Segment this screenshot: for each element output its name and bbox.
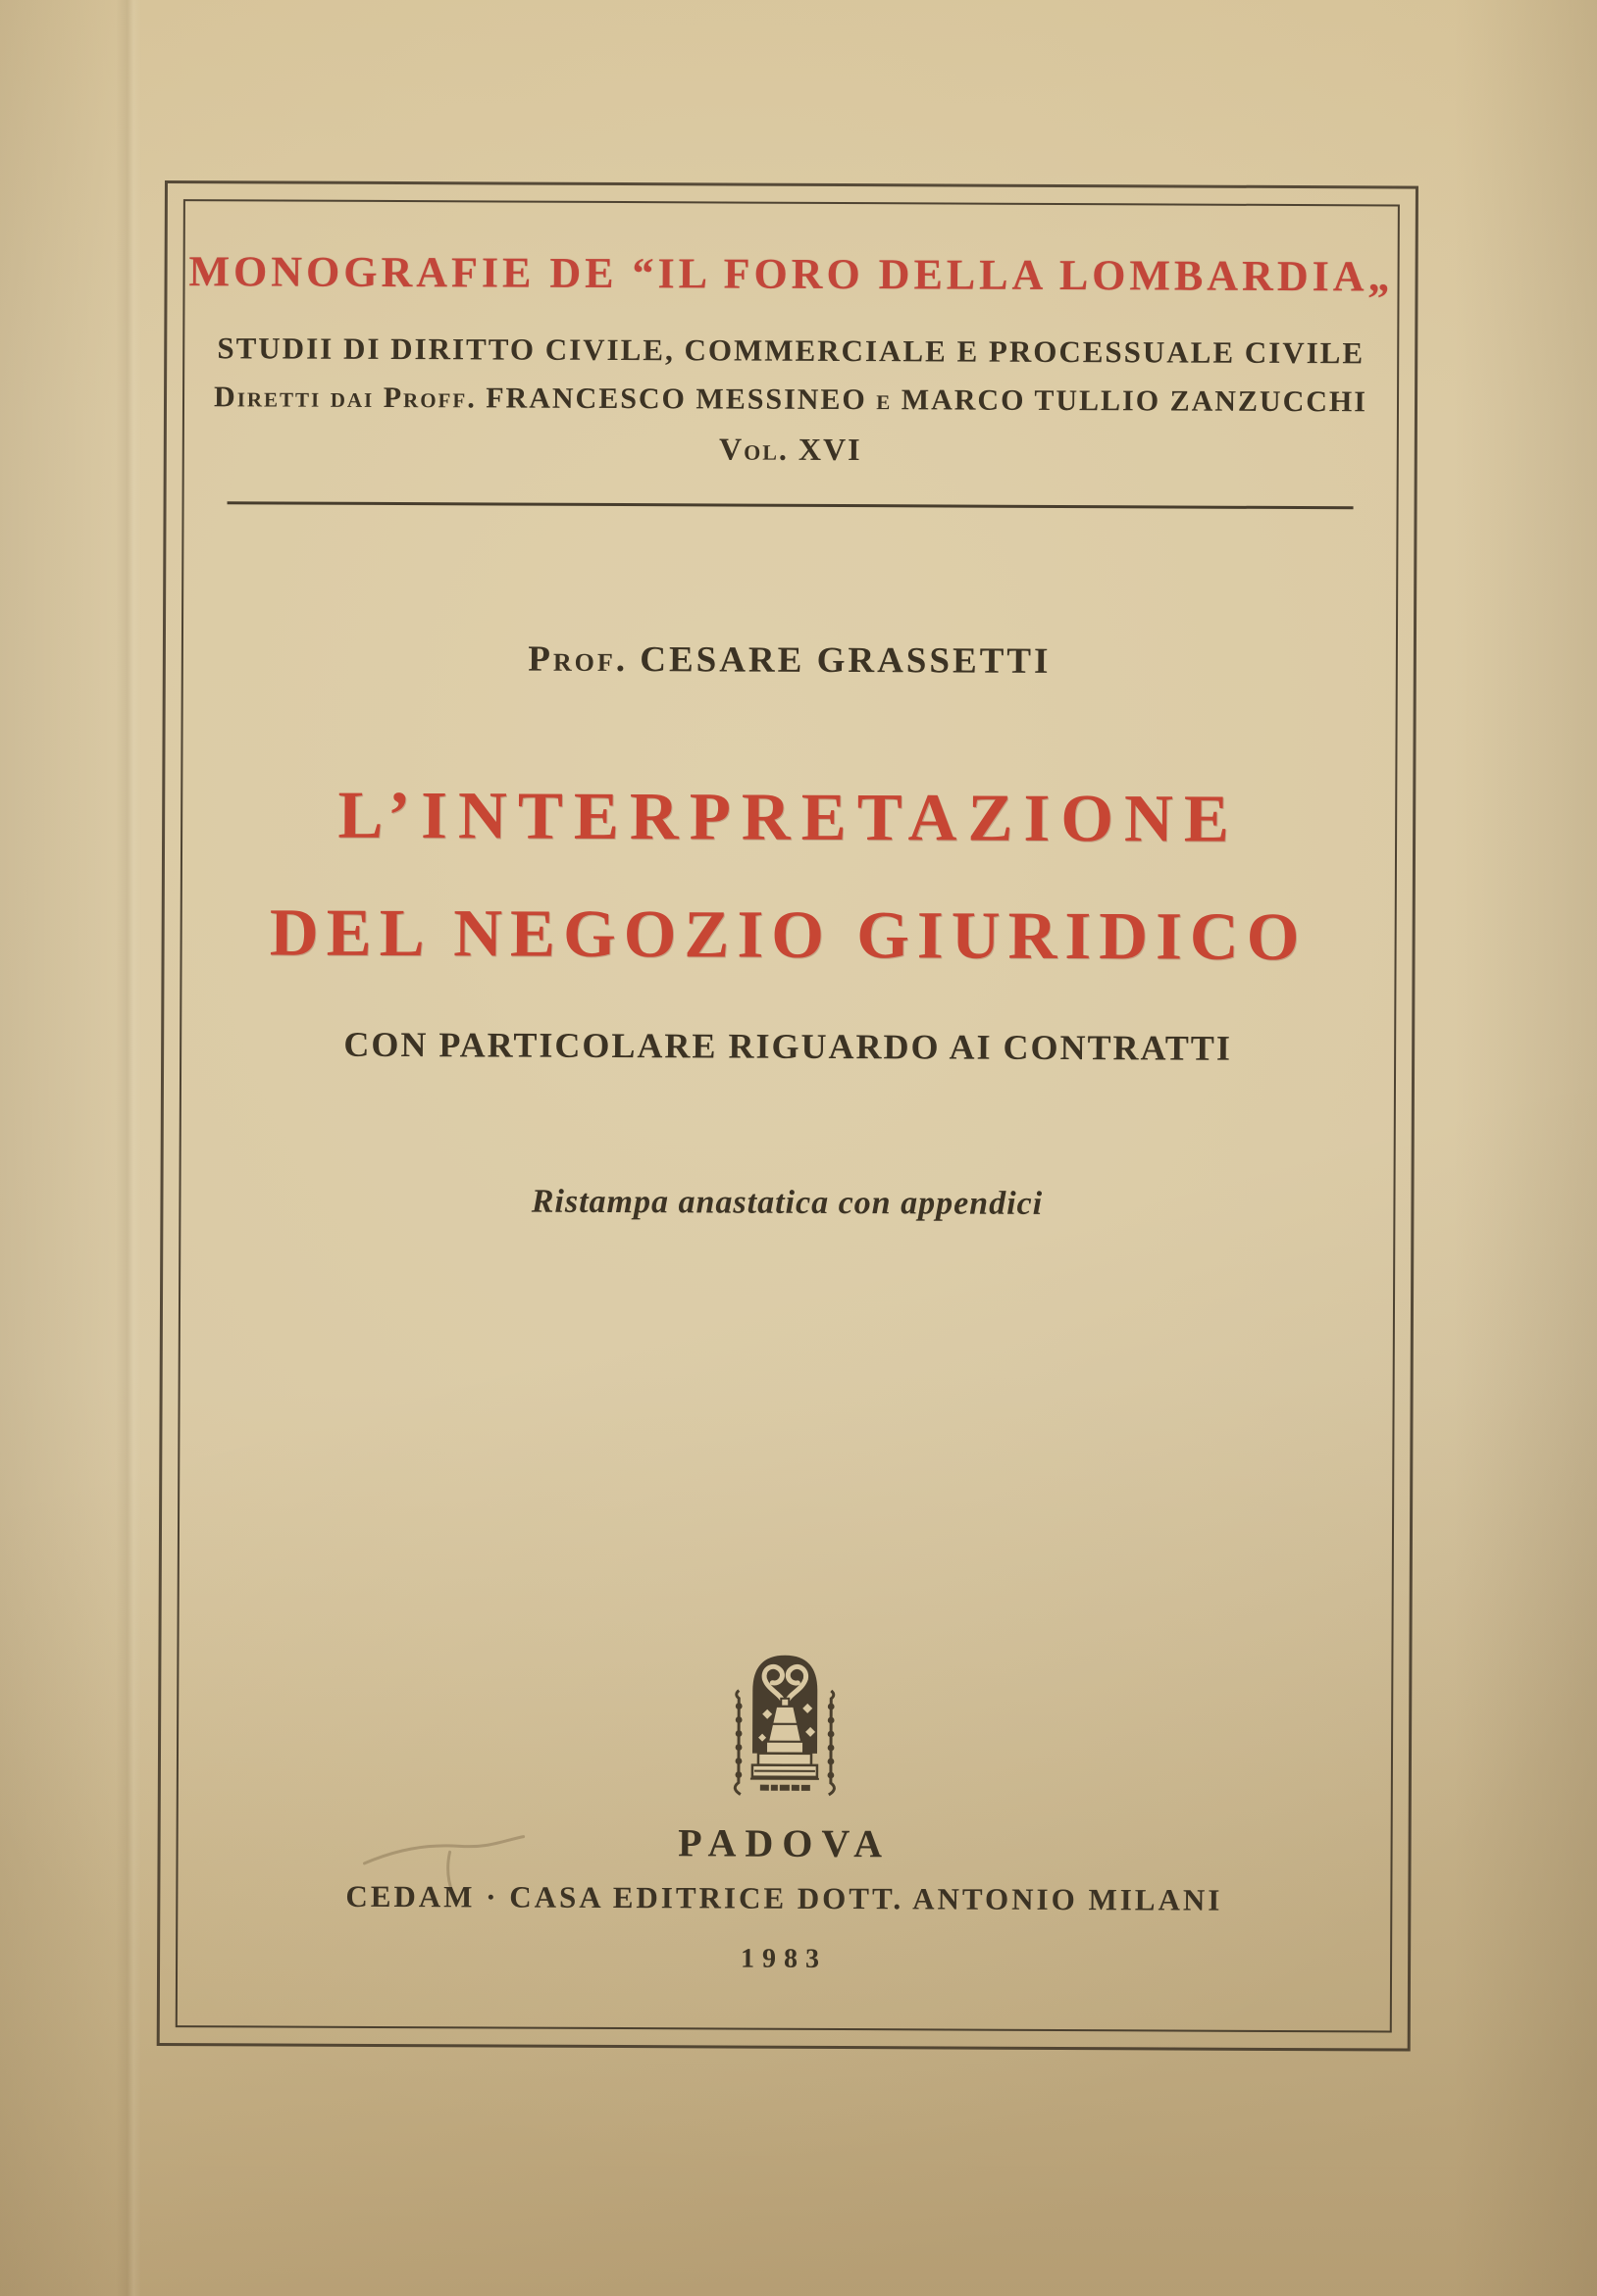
series-subtitle: STUDII DI DIRITTO CIVILE, COMMERCIALE E PROCESSUALE CIVILE <box>217 331 1365 371</box>
double-rule-frame <box>157 180 1418 2052</box>
publisher-logo <box>161 1645 1410 1824</box>
series-editors: Diretti dai Proff. FRANCESCO MESSINEO e MARCO TULLIO ZANZUCCHI <box>213 381 1368 419</box>
series-title: MONOGRAFIE DE “IL FORO DELLA LOMBARDIA„ <box>188 247 1394 301</box>
publisher-name: CEDAM · CASA EDITRICE DOTT. ANTONIO MILANI <box>345 1878 1223 1917</box>
publisher-city: PADOVA <box>678 1820 892 1866</box>
book-title-line1: L’INTERPRETAZIONE <box>337 777 1241 856</box>
cover-crease <box>116 0 141 2296</box>
edition-note: Ristampa anastatica con appendici <box>531 1183 1044 1222</box>
series-volume: Vol. XVI <box>718 431 862 468</box>
book-subtitle: CON PARTICOLARE RIGUARDO AI CONTRATTI <box>343 1024 1232 1068</box>
author-name: Prof. CESARE GRASSETTI <box>528 638 1052 682</box>
cedam-emblem-icon <box>725 1648 846 1817</box>
publication-year: 1983 <box>741 1943 828 1974</box>
book-title-line2: DEL NEGOZIO GIURIDICO <box>269 894 1308 975</box>
